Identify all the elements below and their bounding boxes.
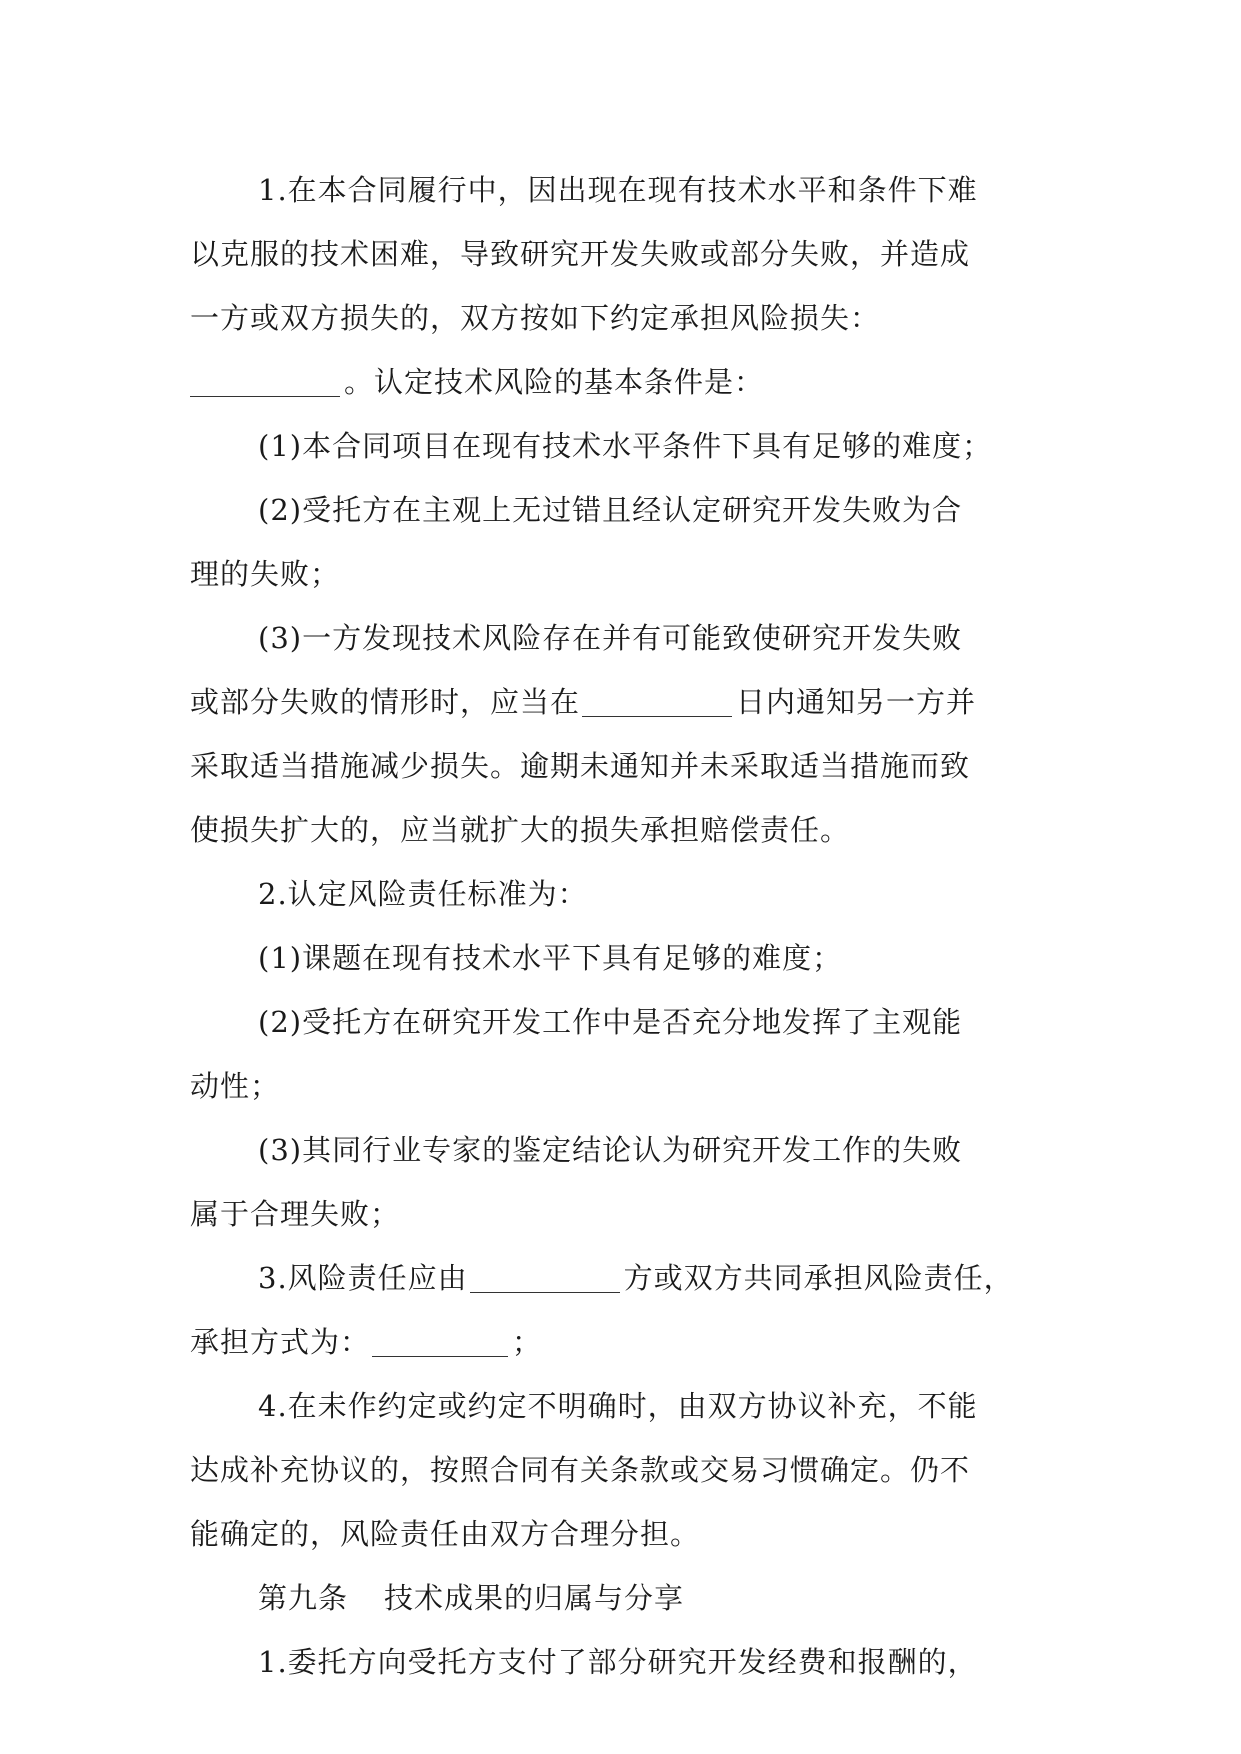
paragraph-line — [190, 1502, 1060, 1566]
line-text: 。认定技术风险的基本条件是： — [344, 365, 765, 399]
paragraph-line — [190, 990, 1060, 1054]
paragraph-line — [190, 286, 1060, 350]
paragraph-line — [190, 478, 1060, 542]
line-text: (1)课题在现有技术水平下具有足够的难度； — [258, 941, 843, 975]
line-text: 或部分失败的情形时，应当在 — [190, 685, 581, 719]
document-page — [190, 158, 1060, 1694]
fill-in-blank[interactable] — [470, 1291, 620, 1293]
line-text: (3)其同行业专家的鉴定结论认为研究开发工作的失败 — [258, 1133, 963, 1167]
paragraph-line — [190, 926, 1060, 990]
paragraph-line — [190, 350, 1060, 414]
line-text: 属于合理失败； — [190, 1197, 401, 1231]
paragraph-line — [190, 1438, 1060, 1502]
line-text: 一方或双方损失的，双方按如下约定承担风险损失： — [190, 301, 881, 335]
line-text: 4.在未作约定或约定不明确时，由双方协议补充，不能 — [258, 1389, 978, 1423]
paragraph-line — [190, 1246, 1060, 1310]
paragraph-line — [190, 1310, 1060, 1374]
paragraph-line — [190, 670, 1060, 734]
paragraph-line — [190, 1630, 1060, 1694]
line-text: (1)本合同项目在现有技术水平条件下具有足够的难度； — [258, 429, 993, 463]
line-text: 动性； — [190, 1069, 281, 1103]
line-text: (2)受托方在主观上无过错且经认定研究开发失败为合 — [258, 493, 963, 527]
paragraph-line — [190, 798, 1060, 862]
fill-in-blank[interactable] — [190, 395, 340, 397]
paragraph-line — [190, 1118, 1060, 1182]
line-text: 承担方式为： — [190, 1325, 371, 1359]
fill-in-blank[interactable] — [372, 1355, 508, 1357]
line-text: 理的失败； — [190, 557, 341, 591]
article-title: 技术成果的归属与分享 — [384, 1581, 685, 1615]
line-text: 使损失扩大的，应当就扩大的损失承担赔偿责任。 — [190, 813, 851, 847]
paragraph-line — [190, 1374, 1060, 1438]
paragraph-line — [190, 862, 1060, 926]
line-text: 达成补充协议的，按照合同有关条款或交易习惯确定。仍不 — [190, 1453, 971, 1487]
line-text: 3.风险责任应由 — [258, 1261, 468, 1295]
line-text: 2.认定风险责任标准为： — [258, 877, 588, 911]
section-heading — [190, 1566, 1060, 1630]
paragraph-line — [190, 222, 1060, 286]
paragraph-line — [190, 1054, 1060, 1118]
paragraph-line — [190, 606, 1060, 670]
paragraph-line — [190, 1182, 1060, 1246]
line-text: 日内通知另一方并 — [736, 685, 977, 719]
line-text: 方或双方共同承担风险责任， — [623, 1261, 1014, 1295]
paragraph-line — [190, 414, 1060, 478]
line-text: ； — [512, 1325, 543, 1359]
line-text: 1.委托方向受托方支付了部分研究开发经费和报酬的， — [258, 1645, 978, 1679]
line-text: 采取适当措施减少损失。逾期未通知并未采取适当措施而致 — [190, 749, 971, 783]
line-text: (3)一方发现技术风险存在并有可能致使研究开发失败 — [258, 621, 963, 655]
paragraph-line — [190, 734, 1060, 798]
article-number: 第九条 — [258, 1581, 349, 1615]
fill-in-blank[interactable] — [582, 715, 732, 717]
line-text: 1.在本合同履行中，因出现在现有技术水平和条件下难 — [258, 173, 978, 207]
paragraph-line — [190, 158, 1060, 222]
line-text: (2)受托方在研究开发工作中是否充分地发挥了主观能 — [258, 1005, 963, 1039]
paragraph-line — [190, 542, 1060, 606]
line-text: 以克服的技术困难，导致研究开发失败或部分失败，并造成 — [190, 237, 971, 271]
line-text: 能确定的，风险责任由双方合理分担。 — [190, 1517, 701, 1551]
